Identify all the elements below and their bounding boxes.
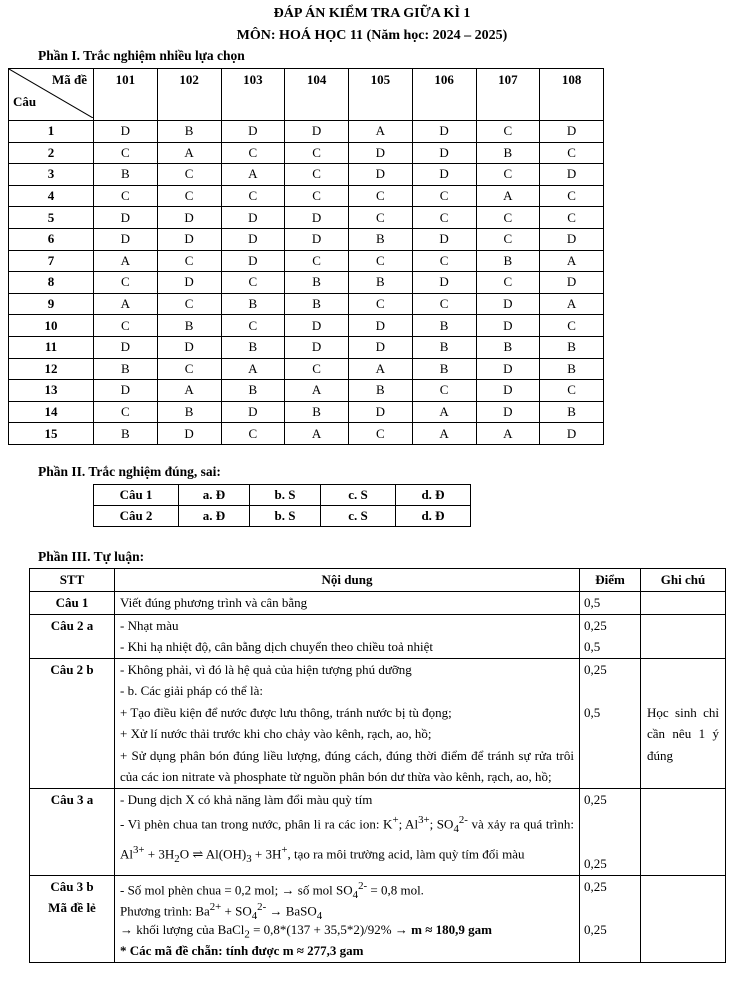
document-title: ĐÁP ÁN KIỂM TRA GIỮA KÌ 1: [273, 6, 471, 21]
answer-cell: A: [285, 423, 349, 445]
answer-cell: C: [285, 185, 349, 207]
row-score: 0,25 0,5: [580, 658, 641, 788]
question-number: 7: [9, 250, 94, 272]
note-text: Học sinh chỉ cần nêu 1 ý đúng: [647, 704, 719, 763]
answer-cell: B: [476, 142, 540, 164]
row-label: Câu 1: [30, 592, 115, 615]
answer-cell: B: [94, 164, 158, 186]
table-row: [9, 228, 604, 250]
answer-cell: A: [476, 185, 540, 207]
answer-cell: C: [412, 250, 476, 272]
answer-cell: B: [221, 336, 285, 358]
answer-cell: D: [540, 164, 604, 186]
answer-cell: B: [285, 401, 349, 423]
answer-cell: B: [412, 336, 476, 358]
answer-cell: D: [476, 293, 540, 315]
answer-cell: B: [349, 272, 413, 294]
code-header: 102: [157, 69, 221, 121]
answer-cell: A: [540, 250, 604, 272]
multiple-choice-answer-table: [8, 68, 604, 445]
answer-cell: C: [412, 185, 476, 207]
question-number: 13: [9, 380, 94, 402]
col-header-score: Điểm: [580, 569, 641, 592]
answer-cell: C: [540, 142, 604, 164]
answer-cell: C: [285, 250, 349, 272]
answer-cell: D: [221, 121, 285, 143]
answer-cell: C: [349, 207, 413, 229]
tf-answer: d. Đ: [396, 506, 471, 527]
answer-cell: B: [540, 401, 604, 423]
answer-cell: B: [285, 272, 349, 294]
answer-cell: D: [412, 142, 476, 164]
table-row: [94, 506, 471, 527]
code-header: 108: [540, 69, 604, 121]
code-header: 104: [285, 69, 349, 121]
answer-cell: C: [94, 315, 158, 337]
answer-cell: D: [285, 207, 349, 229]
col-header-stt: STT: [30, 569, 115, 592]
answer-cell: C: [476, 207, 540, 229]
answer-cell: D: [157, 272, 221, 294]
answer-cell: D: [540, 121, 604, 143]
row-score: 0,25 0,25: [580, 788, 641, 875]
answer-cell: D: [476, 380, 540, 402]
col-header-note: Ghi chú: [641, 569, 726, 592]
code-header: 105: [349, 69, 413, 121]
table-row: [9, 315, 604, 337]
question-number: 11: [9, 336, 94, 358]
answer-cell: D: [476, 401, 540, 423]
answer-cell: C: [412, 380, 476, 402]
answer-cell: D: [94, 121, 158, 143]
question-number: 5: [9, 207, 94, 229]
corner-label-code: Mã đề: [51, 72, 87, 87]
answer-cell: D: [221, 250, 285, 272]
answer-cell: C: [221, 185, 285, 207]
answer-cell: C: [157, 250, 221, 272]
answer-cell: D: [94, 207, 158, 229]
answer-cell: D: [412, 164, 476, 186]
question-number: 4: [9, 185, 94, 207]
answer-cell: D: [94, 228, 158, 250]
answer-cell: D: [157, 423, 221, 445]
tf-answer: a. Đ: [179, 485, 250, 506]
question-number: 9: [9, 293, 94, 315]
answer-cell: C: [540, 185, 604, 207]
answer-cell: C: [157, 293, 221, 315]
answer-cell: C: [285, 358, 349, 380]
row-note: [641, 788, 726, 875]
answer-cell: B: [349, 380, 413, 402]
corner-cell: [9, 69, 94, 121]
answer-cell: B: [412, 315, 476, 337]
answer-cell: D: [285, 315, 349, 337]
answer-cell: D: [412, 121, 476, 143]
answer-cell: D: [349, 336, 413, 358]
answer-cell: D: [349, 142, 413, 164]
tf-answer: b. S: [250, 485, 321, 506]
table-row: [9, 423, 604, 445]
tf-answer: a. Đ: [179, 506, 250, 527]
answer-cell: D: [540, 272, 604, 294]
table-row: [9, 358, 604, 380]
row-score: 0,25 0,25: [580, 875, 641, 962]
answer-cell: B: [157, 401, 221, 423]
row-label: Câu 2 b: [30, 658, 115, 788]
row-score: 0,25 0,5: [580, 614, 641, 658]
row-note: [641, 875, 726, 962]
answer-cell: C: [221, 142, 285, 164]
table-header-row: [9, 69, 604, 121]
answer-cell: D: [94, 380, 158, 402]
answer-cell: D: [476, 315, 540, 337]
table-row: [30, 875, 726, 962]
table-row: [30, 592, 726, 615]
table-row: [9, 185, 604, 207]
answer-cell: C: [476, 121, 540, 143]
table-row: [9, 272, 604, 294]
answer-cell: D: [157, 207, 221, 229]
col-header-content: Nội dung: [115, 569, 580, 592]
answer-cell: D: [285, 336, 349, 358]
answer-cell: A: [157, 380, 221, 402]
row-content: - Dung dịch X có khả năng làm đổi màu quỳ tím - Vì phèn chua tan trong nước, phân li ra các ion: K+; $Al^{3+}$; $SO_4^{2-}$ và xảy ra quá trình: $Al^{3+} + 3H_2O$ ⇌ $Al(OH)_3 + 3H^+$, tạo ra môi trường acid, làm quỳ tím đổi màu: [115, 788, 580, 875]
answer-cell: D: [412, 272, 476, 294]
answer-cell: A: [540, 293, 604, 315]
answer-cell: A: [349, 121, 413, 143]
answer-cell: A: [94, 250, 158, 272]
table-header-row: [30, 569, 726, 592]
answer-cell: D: [221, 207, 285, 229]
answer-cell: C: [412, 293, 476, 315]
table-row: [30, 788, 726, 875]
table-row: [9, 121, 604, 143]
code-header: 106: [412, 69, 476, 121]
question-number: 15: [9, 423, 94, 445]
answer-cell: D: [157, 228, 221, 250]
row-label: Câu 2 a: [30, 614, 115, 658]
table-row: [30, 614, 726, 658]
table-row: [9, 207, 604, 229]
table-row: [9, 164, 604, 186]
answer-cell: C: [349, 423, 413, 445]
answer-cell: C: [285, 164, 349, 186]
question-number: 8: [9, 272, 94, 294]
table-row: [9, 380, 604, 402]
code-header: 103: [221, 69, 285, 121]
answer-cell: A: [157, 142, 221, 164]
tf-question: Câu 1: [94, 485, 179, 506]
question-number: 3: [9, 164, 94, 186]
answer-cell: C: [94, 272, 158, 294]
answer-cell: C: [540, 207, 604, 229]
row-content: - Nhạt màu - Khi hạ nhiệt độ, cân bằng dịch chuyển theo chiều toả nhiệt: [115, 614, 580, 658]
code-header: 107: [476, 69, 540, 121]
answer-cell: B: [412, 358, 476, 380]
question-number: 1: [9, 121, 94, 143]
answer-cell: C: [412, 207, 476, 229]
corner-label-question: Câu: [13, 94, 37, 109]
answer-cell: D: [540, 423, 604, 445]
answer-cell: C: [221, 272, 285, 294]
answer-cell: C: [221, 315, 285, 337]
question-number: 10: [9, 315, 94, 337]
part2-heading: Phần II. Trắc nghiệm đúng, sai:: [38, 464, 221, 479]
true-false-table: [93, 484, 471, 527]
answer-cell: B: [540, 358, 604, 380]
answer-cell: D: [285, 121, 349, 143]
answer-cell: B: [221, 380, 285, 402]
answer-cell: D: [221, 228, 285, 250]
answer-cell: B: [94, 358, 158, 380]
essay-answer-table: [29, 568, 726, 963]
answer-cell: B: [285, 293, 349, 315]
answer-cell: D: [157, 336, 221, 358]
answer-cell: C: [540, 380, 604, 402]
row-label: Câu 3 b Mã đề lẻ: [30, 875, 115, 962]
table-row: [94, 485, 471, 506]
table-row: [9, 250, 604, 272]
answer-cell: C: [349, 250, 413, 272]
tf-answer: d. Đ: [396, 485, 471, 506]
row-label: Câu 3 a: [30, 788, 115, 875]
answer-cell: A: [476, 423, 540, 445]
table-row: [9, 142, 604, 164]
answer-cell: C: [476, 164, 540, 186]
code-header: 101: [94, 69, 158, 121]
tf-answer: b. S: [250, 506, 321, 527]
answer-cell: B: [157, 315, 221, 337]
answer-cell: D: [285, 228, 349, 250]
answer-cell: C: [157, 358, 221, 380]
answer-cell: C: [476, 228, 540, 250]
answer-cell: B: [476, 336, 540, 358]
table-row: [30, 658, 726, 788]
tf-question: Câu 2: [94, 506, 179, 527]
answer-cell: D: [412, 228, 476, 250]
answer-cell: D: [349, 401, 413, 423]
answer-cell: D: [221, 401, 285, 423]
answer-cell: B: [540, 336, 604, 358]
question-number: 2: [9, 142, 94, 164]
tf-answer: c. S: [321, 506, 396, 527]
answer-cell: D: [476, 358, 540, 380]
answer-cell: C: [94, 401, 158, 423]
answer-cell: C: [349, 185, 413, 207]
answer-rows: [9, 121, 604, 445]
answer-cell: D: [349, 164, 413, 186]
row-content: - Không phải, vì đó là hệ quả của hiện tượng phú dưỡng - b. Các giải pháp có thể là: + Tạo điều kiện để nước được lưu thông, tránh nước bị tù đọng; + Xử lí nước thải trước khi cho chảy vào kênh, rạch, ao, hồ; + Sử dụng phân bón đúng liều lượng, đúng cách, đúng thời điểm để tránh sự rửa trôi của các ion nitrate và phosphate từ nguồn phân bón dư thừa vào kênh, rạch, ao, hồ;: [115, 658, 580, 788]
answer-cell: B: [349, 228, 413, 250]
answer-cell: A: [412, 423, 476, 445]
answer-cell: C: [94, 142, 158, 164]
answer-cell: C: [221, 423, 285, 445]
answer-cell: A: [285, 380, 349, 402]
answer-cell: C: [540, 315, 604, 337]
question-number: 6: [9, 228, 94, 250]
document-subject: MÔN: HOÁ HỌC 11 (Năm học: 2024 – 2025): [236, 28, 508, 43]
answer-cell: D: [540, 228, 604, 250]
tf-answer: c. S: [321, 485, 396, 506]
answer-cell: A: [94, 293, 158, 315]
answer-cell: C: [94, 185, 158, 207]
part3-heading: Phần III. Tự luận:: [38, 549, 145, 564]
answer-cell: B: [94, 423, 158, 445]
part1-heading: Phần I. Trắc nghiệm nhiều lựa chọn: [38, 48, 245, 63]
answer-cell: B: [221, 293, 285, 315]
row-content: - Số mol phèn chua = 0,2 mol; → số mol $SO_4^{2-} = 0,8$ mol. Phương trình: $Ba^{2+} + SO_4^{2-}$ → BaSO$_4$ → khối lượng của BaCl$_2$ = 0,8*(137 + 35,5*2)/92% → m ≈ 180,9 gam * Các mã đề chẵn: tính được m ≈ 277,3 gam: [115, 875, 580, 962]
table-row: [9, 293, 604, 315]
row-note: [641, 614, 726, 658]
table-row: [9, 401, 604, 423]
answer-cell: C: [476, 272, 540, 294]
answer-cell: A: [221, 164, 285, 186]
answer-cell: C: [285, 142, 349, 164]
answer-cell: A: [412, 401, 476, 423]
answer-cell: C: [349, 293, 413, 315]
answer-cell: B: [157, 121, 221, 143]
answer-cell: B: [476, 250, 540, 272]
answer-cell: D: [349, 315, 413, 337]
answer-cell: C: [157, 164, 221, 186]
row-note: [641, 658, 726, 788]
table-row: [9, 336, 604, 358]
question-number: 14: [9, 401, 94, 423]
row-note: [641, 592, 726, 615]
answer-cell: D: [94, 336, 158, 358]
row-score: 0,5: [580, 592, 641, 615]
answer-cell: C: [157, 185, 221, 207]
row-content: Viết đúng phương trình và cân bằng: [115, 592, 580, 615]
question-number: 12: [9, 358, 94, 380]
answer-cell: A: [349, 358, 413, 380]
answer-cell: A: [221, 358, 285, 380]
